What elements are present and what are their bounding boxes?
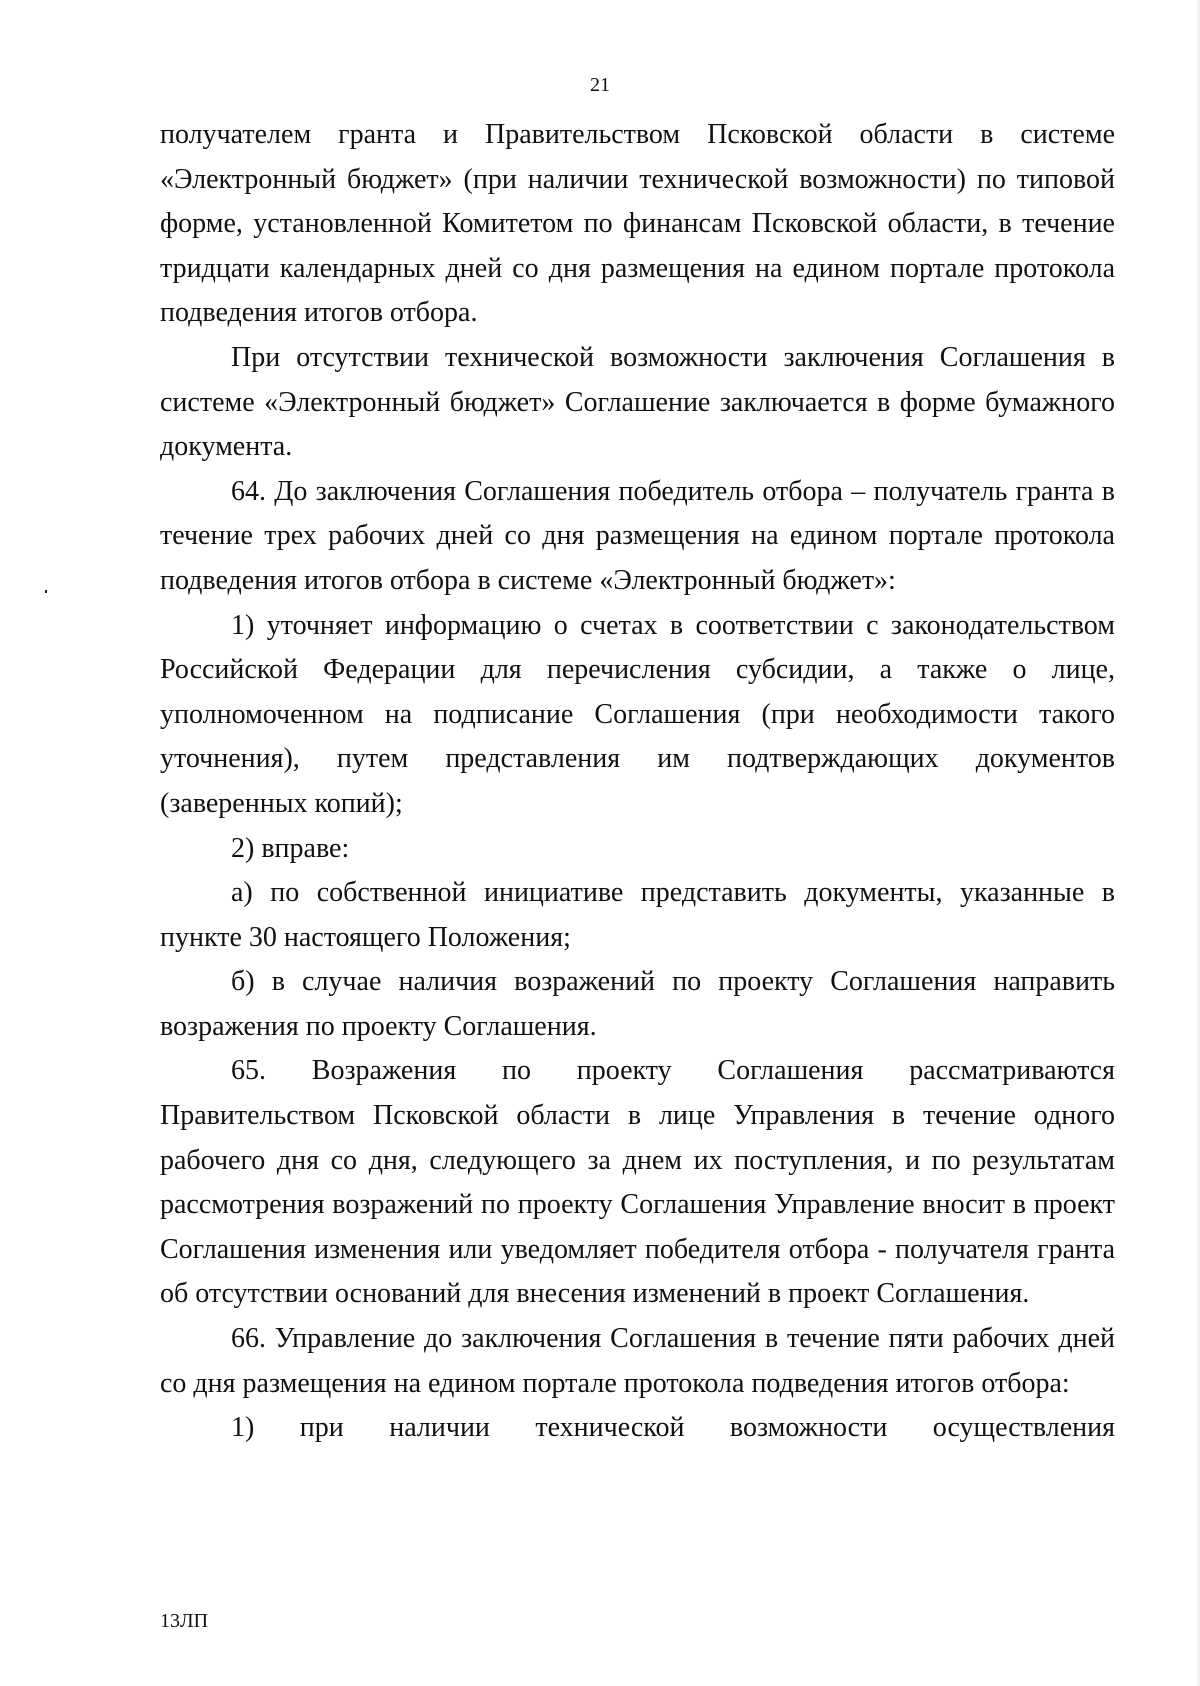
paragraph-65: 65. Возражения по проекту Соглашения рассматриваются Правительством Псковской области в лице Управления в течение одного рабочего дня со дня, следующего за днем их поступления, и по результатам рассмотрения возражений по проекту Соглашения Управление вносит в проект Соглашения изменения или уведомляет победителя отбора - получателя гранта об отсутствии оснований для внесения изменений в проект Соглашения. xyxy=(160,1055,1115,1310)
document-body xyxy=(160,113,1115,1451)
paragraph-66-item-1: 1) при наличии технической возможности осуществления xyxy=(231,1412,1115,1444)
paragraph-continuation: получателем гранта и Правительством Псковской области в системе «Электронный бюджет» (при наличии технической возможности) по типовой форме, установленной Комитетом по финансам Псковской области, в течение тридцати календарных дней со дня размещения на едином портале протокола подведения итогов отбора. xyxy=(160,119,1115,329)
document-code: 13ЛП xyxy=(160,1610,209,1632)
paragraph-66: 66. Управление до заключения Соглашения в течение пяти рабочих дней со дня размещения на едином портале протокола подведения итогов отбора: xyxy=(160,1323,1115,1399)
paragraph-64: 64. До заключения Соглашения победитель отбора – получатель гранта в течение трех рабочих дней со дня размещения на едином портале протокола подведения итогов отбора в системе «Электронный бюджет»: xyxy=(160,475,1115,596)
paragraph-64-item-1: 1) уточняет информацию о счетах в соответствии с законодательством Российской Федерации для перечисления субсидии, а также о лице, уполномоченном на подписание Соглашения (при необходимости такого уточнения), путем представления им подтверждающих документов (заверенных копий); xyxy=(160,609,1115,819)
paragraph-no-technical-capability: При отсутствии технической возможности заключения Соглашения в системе «Электронный бюджет» Соглашение заключается в форме бумажного документа. xyxy=(160,341,1115,463)
paragraph-64-item-2b: б) в случае наличия возражений по проекту Соглашения направить возражения по проекту Соглашения. xyxy=(160,966,1115,1042)
scan-mark xyxy=(45,590,47,593)
scan-edge xyxy=(1196,0,1200,1686)
page-number: 21 xyxy=(590,74,610,96)
paragraph-64-item-2a: а) по собственной инициативе представить документы, указанные в пункте 30 настоящего Положения; xyxy=(160,877,1115,953)
paragraph-64-item-2: 2) вправе: xyxy=(231,832,350,864)
